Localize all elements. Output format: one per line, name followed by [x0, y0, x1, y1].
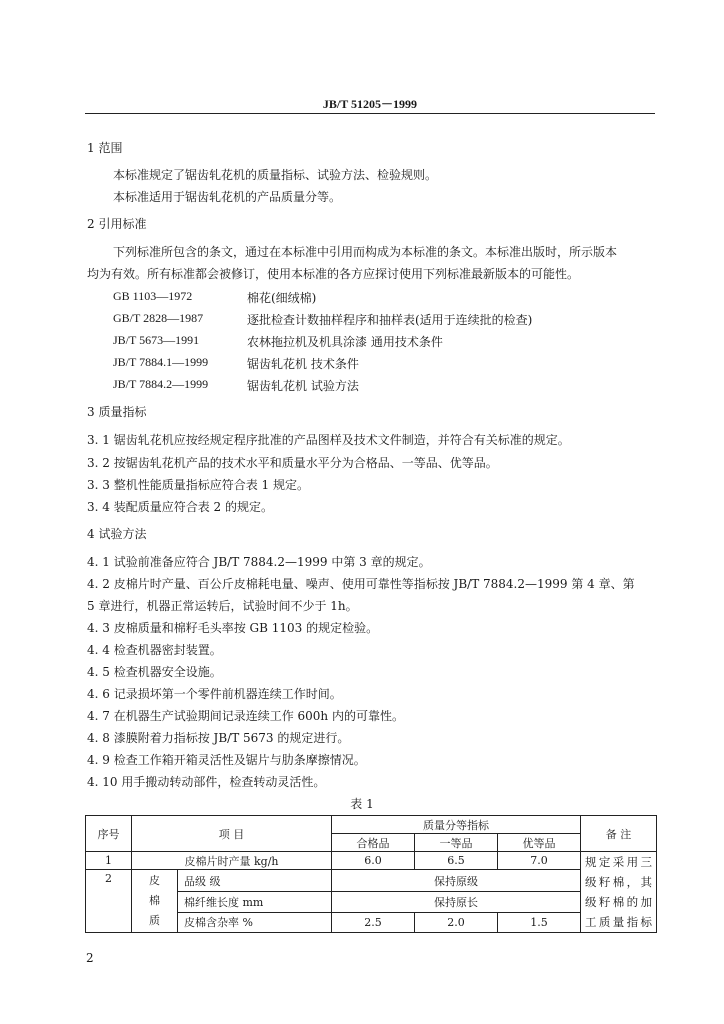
header-grade-superior: 优等品 [498, 834, 581, 852]
cell-value: 6.5 [415, 852, 498, 870]
row-item: 品级 级 [178, 870, 332, 892]
section-4-item: 4. 1 试验前准备应符合 JB/T 7884.2—1999 中第 3 章的规定。 [87, 555, 431, 569]
ref-code: GB 1103—1972 [113, 289, 193, 303]
remark-line: 级籽棉的加 [585, 895, 653, 909]
section-2-para-line-2: 均为有效。所有标准都会被修订，使用本标准的各方应探讨使用下列标准最新版本的可能性。 [87, 267, 580, 281]
remark-cell [581, 852, 657, 933]
section-3-item: 3. 2 按锯齿轧花机产品的技术水平和质量水平分为合格品、一等品、优等品。 [87, 456, 498, 470]
section-3-title: 3 质量指标 [87, 405, 147, 419]
ref-code: GB/T 2828—1987 [113, 311, 204, 325]
header-grade-first: 一等品 [415, 834, 498, 852]
header-rule [85, 113, 655, 114]
remark-line: 工质量指标 [585, 915, 653, 929]
cell-value: 1.5 [498, 912, 581, 932]
quality-index-table [85, 815, 657, 933]
section-4-title: 4 试验方法 [87, 527, 147, 541]
section-4-item: 4. 3 皮棉质量和棉籽毛头率按 GB 1103 的规定检验。 [87, 621, 379, 635]
group-char: 皮 [149, 874, 160, 887]
remark-line: 级籽棉，其 [585, 875, 653, 889]
section-4-item: 4. 5 检查机器安全设施。 [87, 665, 222, 679]
ref-title: 农林拖拉机及机具涂漆 通用技术条件 [247, 335, 443, 349]
cell-value: 保持原级 [332, 870, 581, 892]
section-2-title: 2 引用标准 [87, 217, 147, 231]
ref-title: 锯齿轧花机 技术条件 [247, 357, 359, 371]
section-3-item: 3. 1 锯齿轧花机应按经规定程序批准的产品图样及技术文件制造，并符合有关标准的规定。 [87, 433, 570, 447]
section-1-para-1: 本标准规定了锯齿轧花机的质量指标、试验方法、检验规则。 [113, 168, 438, 182]
row-item: 皮棉含杂率 % [178, 912, 332, 932]
header-no: 序号 [86, 816, 132, 852]
group-char: 棉 [149, 894, 160, 907]
header-remark: 备 注 [581, 816, 657, 852]
cell-value: 7.0 [498, 852, 581, 870]
section-1-title: 1 范围 [87, 141, 123, 155]
ref-code: JB/T 7884.2—1999 [113, 377, 209, 391]
group-char: 质 [149, 914, 160, 927]
section-4-item: 4. 8 漆膜附着力指标按 JB/T 5673 的规定进行。 [87, 731, 350, 745]
section-4-item: 4. 10 用手搬动转动部件，检查转动灵活性。 [87, 775, 326, 789]
cell-value: 保持原长 [332, 892, 581, 912]
header-grade-qualified: 合格品 [332, 834, 415, 852]
row-no: 2 [86, 870, 132, 933]
remark-line: 规定采用三 [585, 855, 653, 869]
table-row [86, 870, 657, 892]
section-2-para-line-1: 下列标准所包含的条文，通过在本标准中引用而构成为本标准的条文。本标准出版时，所示版本 [113, 245, 618, 259]
section-4-item: 4. 2 皮棉片时产量、百公斤皮棉耗电量、噪声、使用可靠性等指标按 JB/T 7884.2—1999 第 4 章、第 [87, 577, 635, 591]
section-1-para-2: 本标准适用于锯齿轧花机的产品质量分等。 [113, 190, 342, 204]
section-4-item-continued: 5 章进行，机器正常运转后，试验时间不少于 1h。 [87, 599, 358, 613]
header-item: 项 目 [132, 816, 332, 852]
row-group-label [132, 870, 178, 933]
row-item: 棉纤维长度 mm [178, 892, 332, 912]
section-3-item: 3. 3 整机性能质量指标应符合表 1 规定。 [87, 478, 309, 492]
section-4-item: 4. 7 在机器生产试验期间记录连续工作 600h 内的可靠性。 [87, 709, 404, 723]
standard-code-header: JB/T 51205－1999 [322, 97, 418, 111]
header-grade: 质量分等指标 [332, 816, 581, 834]
section-4-item: 4. 9 检查工作箱开箱灵活性及锯片与肋条摩擦情况。 [87, 753, 366, 767]
row-no: 1 [86, 852, 132, 870]
page-number: 2 [86, 951, 94, 965]
table-caption: 表 1 [350, 797, 374, 811]
section-3-item: 3. 4 装配质量应符合表 2 的规定。 [87, 500, 273, 514]
ref-code: JB/T 5673—1991 [113, 333, 200, 347]
table-header-row [86, 816, 657, 834]
cell-value: 2.5 [332, 912, 415, 932]
section-4-item: 4. 4 检查机器密封装置。 [87, 643, 222, 657]
section-4-item: 4. 6 记录损坏第一个零件前机器连续工作时间。 [87, 687, 342, 701]
ref-title: 逐批检查计数抽样程序和抽样表(适用于连续批的检查) [247, 313, 533, 327]
row-item: 皮棉片时产量 kg/h [132, 852, 332, 870]
ref-title: 锯齿轧花机 试验方法 [247, 379, 359, 393]
table-row [86, 852, 657, 870]
ref-code: JB/T 7884.1—1999 [113, 355, 209, 369]
ref-title: 棉花(细绒棉) [247, 291, 317, 305]
cell-value: 6.0 [332, 852, 415, 870]
cell-value: 2.0 [415, 912, 498, 932]
